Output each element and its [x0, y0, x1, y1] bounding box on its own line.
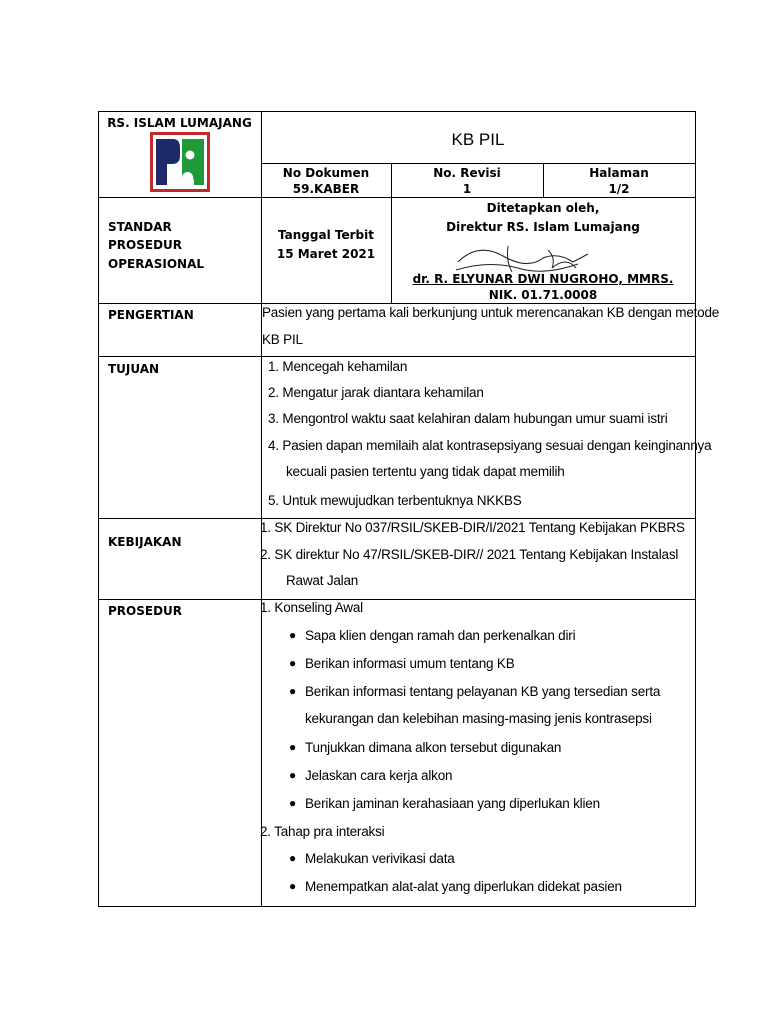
bullet-icon: ●: [289, 796, 297, 810]
prosedur-step1-item-3: Berikan informasi tentang pelayanan KB yang tersedian serta: [305, 684, 661, 699]
kebijakan-item-2-cont: Rawat Jalan: [286, 573, 359, 588]
tujuan-item-5: 5. Untuk mewujudkan terbentuknya NKKBS: [268, 493, 522, 508]
kebijakan-item-2: 2. SK direktur No 47/RSIL/SKEB-DIR// 2021 Tentang Kebijakan Instalasl: [260, 547, 679, 562]
tanggal-terbit-label: Tanggal Terbit: [278, 228, 374, 242]
prosedur-step1-item-1: Sapa klien dengan ramah dan perkenalkan diri: [305, 628, 576, 643]
document-title: KB PIL: [451, 130, 505, 149]
tujuan-item-3: 3. Mengontrol waktu saat kelahiran dalam hubungan umur suami istri: [268, 411, 668, 426]
spo-label-line1: STANDAR: [108, 220, 172, 234]
table-border-left: [98, 111, 99, 907]
table-border-right: [695, 111, 696, 907]
tujuan-item-4-cont: kecuali pasien tertentu yang tidak dapat memilih: [286, 464, 565, 479]
prosedur-step1-item-4: Tunjukkan dimana alkon tersebut digunakan: [305, 740, 562, 755]
section-label-prosedur: PROSEDUR: [108, 604, 183, 618]
bullet-icon: ●: [289, 851, 297, 865]
section-label-pengertian: PENGERTIAN: [108, 308, 194, 322]
prosedur-step1-item-3-cont: kekurangan dan kelebihan masing-masing jenis kontrasepsi: [305, 711, 652, 726]
spo-label-line2: PROSEDUR: [108, 238, 183, 252]
pengertian-text-line2: KB PIL: [262, 332, 303, 347]
tujuan-item-4: 4. Pasien dapan memilaih alat kontrasepsiyang sesuai dengan keinginannya: [268, 438, 712, 453]
signer-nik: NIK. 01.71.0008: [488, 288, 598, 302]
prosedur-step2-item-1: Melakukan verivikasi data: [305, 851, 455, 866]
prosedur-step1-item-6: Berikan jaminan kerahasiaan yang diperlukan klien: [305, 796, 600, 811]
hospital-logo: [150, 132, 210, 192]
no-revisi-value: 1: [462, 182, 472, 196]
tujuan-item-2: 2. Mengatur jarak diantara kehamilan: [268, 385, 484, 400]
no-dokumen-value: 59.KABER: [292, 182, 360, 196]
no-dokumen-label: No Dokumen: [282, 166, 370, 180]
row-line-pengertian: [98, 356, 695, 357]
row-line-header: [98, 197, 391, 198]
direktur-title: Direktur RS. Islam Lumajang: [446, 220, 640, 234]
bullet-icon: ●: [289, 768, 297, 782]
kebijakan-item-1: 1. SK Direktur No 037/RSIL/SKEB-DIR/I/2021 Tentang Kebijakan PKBRS: [260, 520, 685, 535]
prosedur-step1-item-2: Berikan informasi umum tentang KB: [305, 656, 515, 671]
no-revisi-label: No. Revisi: [433, 166, 501, 180]
table-border-top: [98, 111, 695, 112]
tanggal-terbit-value: 15 Maret 2021: [276, 247, 376, 261]
prosedur-step-1: 1. Konseling Awal: [260, 600, 363, 615]
section-label-kebijakan: KEBIJAKAN: [108, 535, 182, 549]
hospital-name: RS. ISLAM LUMAJANG: [107, 116, 252, 130]
row-line-kebijakan: [98, 599, 695, 600]
bullet-icon: ●: [289, 684, 297, 698]
section-label-tujuan: TUJUAN: [108, 362, 160, 376]
pengertian-text-line1: Pasien yang pertama kali berkunjung untuk merencanakan KB dengan metode: [262, 305, 720, 320]
row-line-title: [261, 163, 695, 164]
tujuan-item-1: 1. Mencegah kehamilan: [268, 359, 408, 374]
bullet-icon: ●: [289, 656, 297, 670]
prosedur-step-2: 2. Tahap pra interaksi: [260, 824, 385, 839]
ditetapkan-oleh: Ditetapkan oleh,: [486, 201, 600, 215]
prosedur-step2-item-2: Menempatkan alat-alat yang diperlukan didekat pasien: [305, 879, 622, 894]
bullet-icon: ●: [289, 740, 297, 754]
bullet-icon: ●: [289, 879, 297, 893]
halaman-value: 1/2: [608, 182, 630, 196]
table-border-bottom: [98, 906, 695, 907]
bullet-icon: ●: [289, 628, 297, 642]
halaman-label: Halaman: [589, 166, 649, 180]
prosedur-step1-item-5: Jelaskan cara kerja alkon: [305, 768, 453, 783]
signer-name: dr. R. ELYUNAR DWI NUGROHO, MMRS.: [412, 272, 674, 286]
spo-label-line3: OPERASIONAL: [108, 257, 205, 271]
